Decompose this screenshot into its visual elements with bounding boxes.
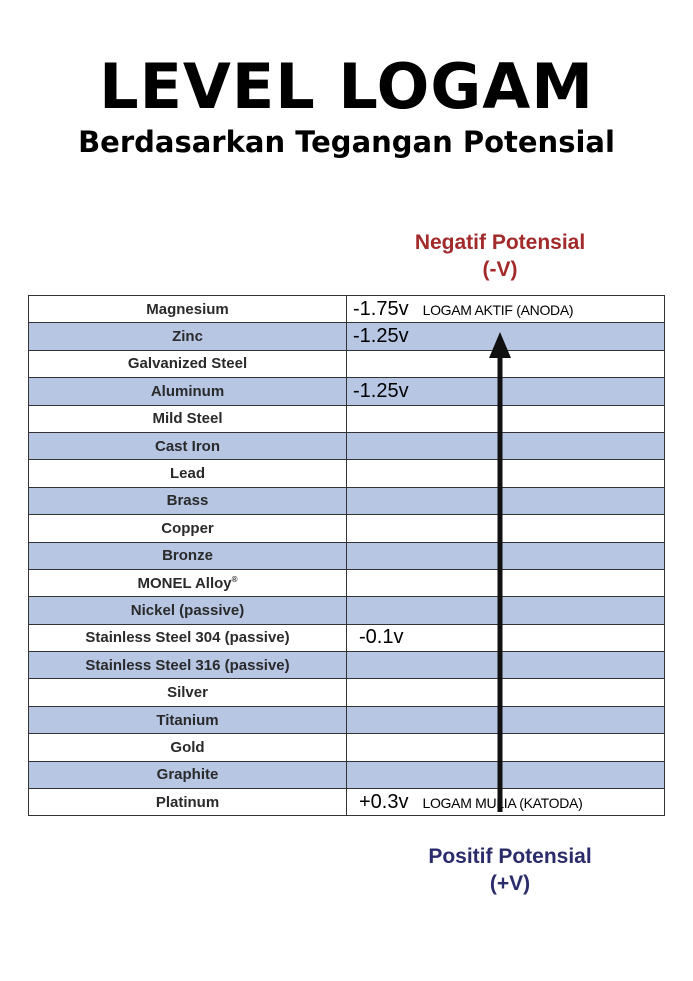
voltage-cell bbox=[347, 761, 665, 788]
voltage-cell bbox=[347, 432, 665, 459]
voltage-cell bbox=[347, 296, 665, 323]
metal-name: Cast Iron bbox=[29, 432, 347, 459]
metal-name: Galvanized Steel bbox=[29, 350, 347, 377]
voltage-cell bbox=[347, 789, 665, 816]
table-row bbox=[29, 706, 665, 733]
negative-potential-sign: (-V) bbox=[482, 258, 518, 281]
voltage-value bbox=[347, 517, 353, 539]
voltage-cell bbox=[347, 350, 665, 377]
table-row bbox=[29, 789, 665, 816]
voltage-cell bbox=[347, 679, 665, 706]
table-row bbox=[29, 350, 665, 377]
voltage-cell bbox=[347, 378, 665, 405]
table-row bbox=[29, 734, 665, 761]
voltage-value: -0.1v bbox=[359, 626, 404, 649]
voltage-cell bbox=[347, 323, 665, 350]
voltage-cell bbox=[347, 515, 665, 542]
table-row bbox=[29, 624, 665, 651]
voltage-cell bbox=[347, 460, 665, 487]
table-row bbox=[29, 378, 665, 405]
main-title: LEVEL LOGAM bbox=[99, 50, 594, 123]
voltage-value bbox=[347, 544, 353, 566]
positive-potential-sign: (+V) bbox=[489, 872, 531, 895]
voltage-value: -1.25v bbox=[353, 379, 409, 402]
table-row bbox=[29, 542, 665, 569]
metal-name: Mild Steel bbox=[29, 405, 347, 432]
voltage-value: -1.75v bbox=[353, 297, 409, 320]
voltage-value bbox=[347, 736, 353, 758]
table-row bbox=[29, 569, 665, 596]
table-row bbox=[29, 679, 665, 706]
voltage-value bbox=[347, 709, 353, 731]
table-row bbox=[29, 405, 665, 432]
voltage-value bbox=[347, 681, 353, 703]
voltage-value: -1.25v bbox=[353, 325, 409, 348]
metal-name: Copper bbox=[29, 515, 347, 542]
table-row bbox=[29, 432, 665, 459]
table-row bbox=[29, 761, 665, 788]
anode-note: LOGAM AKTIF (ANODA) bbox=[422, 301, 574, 318]
metal-potential-table bbox=[28, 295, 665, 816]
metal-name: Bronze bbox=[29, 542, 347, 569]
table-row bbox=[29, 487, 665, 514]
voltage-cell bbox=[347, 624, 665, 651]
metal-name: Brass bbox=[29, 487, 347, 514]
voltage-cell bbox=[347, 652, 665, 679]
voltage-value bbox=[347, 435, 353, 457]
voltage-value bbox=[347, 763, 353, 785]
positive-potential-text: Positif Potensial bbox=[428, 845, 592, 868]
metal-name: Zinc bbox=[29, 323, 347, 350]
voltage-cell bbox=[347, 597, 665, 624]
voltage-value bbox=[347, 572, 353, 594]
cathode-note: LOGAM MULIA (KATODA) bbox=[422, 794, 583, 811]
voltage-value bbox=[347, 599, 353, 621]
table-row bbox=[29, 597, 665, 624]
voltage-value bbox=[347, 654, 353, 676]
table-row bbox=[29, 296, 665, 323]
metal-name: Stainless Steel 316 (passive) bbox=[29, 652, 347, 679]
voltage-value bbox=[347, 489, 353, 511]
subtitle: Berdasarkan Tegangan Potensial bbox=[78, 125, 615, 159]
voltage-cell bbox=[347, 569, 665, 596]
voltage-value: +0.3v bbox=[359, 790, 409, 813]
metal-name: Graphite bbox=[29, 761, 347, 788]
metal-name: Aluminum bbox=[29, 378, 347, 405]
metal-name: Magnesium bbox=[29, 296, 347, 323]
metal-name: Silver bbox=[29, 679, 347, 706]
table-row bbox=[29, 515, 665, 542]
voltage-cell bbox=[347, 405, 665, 432]
voltage-cell bbox=[347, 706, 665, 733]
metal-name: Lead bbox=[29, 460, 347, 487]
metal-name: MONEL Alloy® bbox=[29, 569, 347, 596]
positive-potential-label bbox=[390, 843, 630, 897]
metal-name: Titanium bbox=[29, 706, 347, 733]
voltage-cell bbox=[347, 487, 665, 514]
voltage-value bbox=[347, 407, 353, 429]
voltage-value bbox=[347, 352, 353, 374]
table-row bbox=[29, 323, 665, 350]
negative-potential-text: Negatif Potensial bbox=[414, 231, 586, 254]
negative-potential-label bbox=[380, 229, 620, 283]
metal-name: Platinum bbox=[29, 789, 347, 816]
voltage-cell bbox=[347, 734, 665, 761]
registered-mark: ® bbox=[231, 574, 238, 584]
voltage-cell bbox=[347, 542, 665, 569]
voltage-value bbox=[347, 462, 353, 484]
metal-name: Stainless Steel 304 (passive) bbox=[29, 624, 347, 651]
metal-name: Gold bbox=[29, 734, 347, 761]
table-row bbox=[29, 460, 665, 487]
metal-name: Nickel (passive) bbox=[29, 597, 347, 624]
table-row bbox=[29, 652, 665, 679]
